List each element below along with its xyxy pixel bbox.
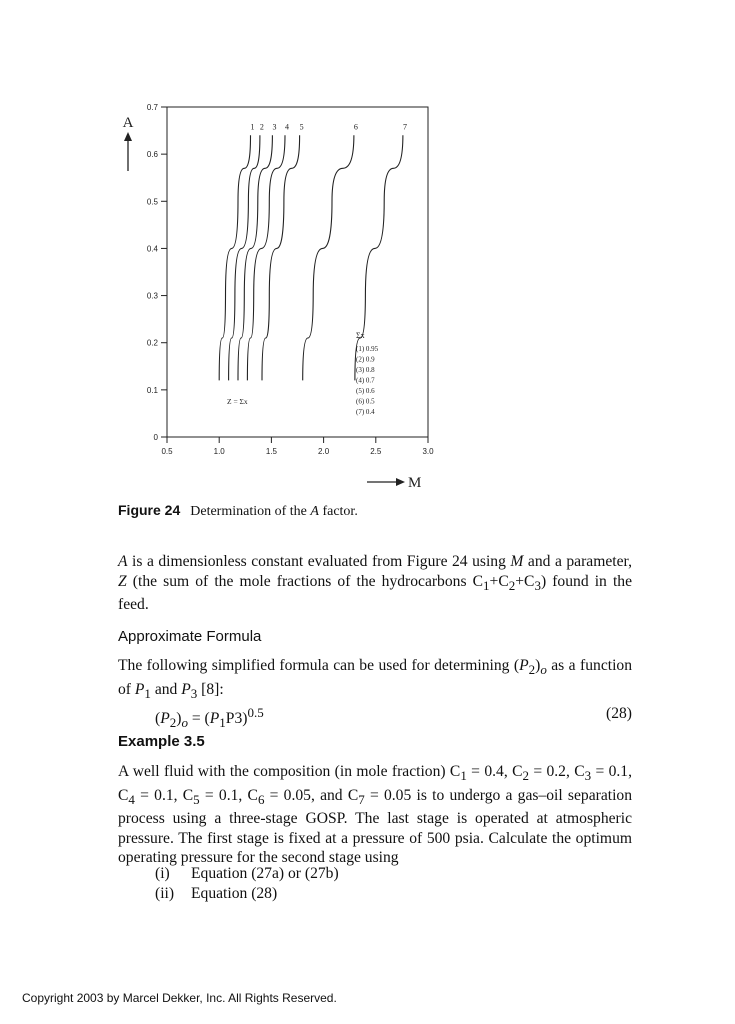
copyright-footer: Copyright 2003 by Marcel Dekker, Inc. All Rights Reserved. (22, 991, 337, 1005)
paragraph-example: A well fluid with the composition (in mole fraction) $C_1 = 0.4$, $C_2 = 0.2$, $C_3 = 0.1$, $C_4 = 0.1$, $C_5 = 0.1$, $C_6 = 0.05$, and $C_7 = 0.05$ is to undergo a gas–oil separation process using a three-stage GOSP. The last stage is operated at atmospheric pressure. The first stage is fixed at a pressure of 500 psia. Calculate the optimum operating pressure for the second stage using (118, 763, 633, 867)
legend-title: Σx (356, 331, 365, 340)
paragraph-formula-intro: The following simplified formula can be used for determining $(P_2)_o$ as a function of $P_1$ and $P_3$ [8]: (118, 657, 632, 701)
list-item (155, 884, 339, 904)
plot-frame (167, 107, 428, 437)
paragraph-a-definition: A is a dimensionless constant evaluated from Figure 24 using M and a parameter, Z (the sum of the mole fractions of the hydrocarbons $C_1+C_2+C_3$) found in the feed. (118, 553, 632, 614)
figure-caption (118, 502, 358, 520)
x-tick-label: 2.0 (318, 447, 330, 456)
curve-label-2: 2 (259, 122, 264, 132)
curve-label-4: 4 (284, 122, 289, 132)
y-tick-label: 0.6 (146, 150, 158, 160)
z-annotation: Z = Σx (227, 397, 248, 406)
curve-series-5 (262, 135, 300, 380)
curve-label-3: 3 (272, 122, 277, 132)
heading-approximate-formula: Approximate Formula (118, 628, 262, 645)
legend-item: (5) 0.6 (356, 387, 375, 395)
item-marker: (i) (155, 865, 170, 882)
curve-series-1 (219, 135, 250, 380)
y-axis-arrow-icon (124, 132, 132, 141)
y-axis-label: A (122, 115, 134, 131)
y-tick-label: 0.7 (146, 103, 158, 112)
item-marker: (ii) (155, 884, 175, 902)
list-item (155, 864, 339, 884)
y-tick-label: 0.4 (146, 244, 158, 254)
curve-label-1: 1 (250, 122, 255, 132)
x-tick-label: 0.5 (161, 447, 173, 456)
legend-item: (3) 0.8 (356, 366, 375, 374)
heading-example: Example 3.5 (118, 733, 205, 750)
curve-series-2 (229, 135, 260, 380)
equation-body: $(P_2)_o = (P_1P3)^{0.5}$ (155, 705, 264, 731)
item-text: Equation (28) (191, 884, 278, 902)
curve-label-6: 6 (353, 122, 358, 132)
y-tick-label: 0.5 (146, 197, 158, 207)
x-tick-label: 1.0 (213, 447, 225, 456)
x-tick-label: 3.0 (422, 447, 434, 456)
curve-series-4 (247, 135, 285, 380)
y-tick-label: 0 (153, 433, 158, 442)
legend-item: (1) 0.95 (356, 345, 379, 353)
a-factor-chart (110, 95, 470, 495)
curve-series-3 (238, 135, 272, 380)
caption-text: Determination of the A factor. (190, 504, 358, 519)
x-tick-label: 2.5 (370, 447, 382, 456)
legend-item: (6) 0.5 (356, 397, 375, 406)
x-tick-label: 1.5 (265, 447, 277, 456)
x-axis-label: M (408, 475, 422, 491)
item-text: Equation (27a) or (27b) (191, 865, 339, 882)
figure-24 (110, 95, 470, 495)
curve-series-6 (303, 135, 354, 380)
y-tick-label: 0.2 (146, 338, 158, 348)
equation-28 (155, 705, 632, 731)
legend-item: (4) 0.7 (356, 376, 375, 385)
y-tick-label: 0.1 (146, 385, 158, 395)
legend-item: (7) 0.4 (356, 408, 375, 416)
curve-label-5: 5 (299, 122, 304, 132)
equation-number: (28) (606, 705, 632, 722)
curve-series-7 (355, 135, 403, 380)
y-tick-label: 0.3 (146, 291, 158, 301)
item-list (155, 864, 339, 903)
curve-label-7: 7 (402, 122, 407, 132)
x-axis-arrow-icon (396, 478, 405, 486)
legend-item: (2) 0.9 (356, 355, 375, 364)
caption-label: Figure 24 (118, 502, 181, 518)
